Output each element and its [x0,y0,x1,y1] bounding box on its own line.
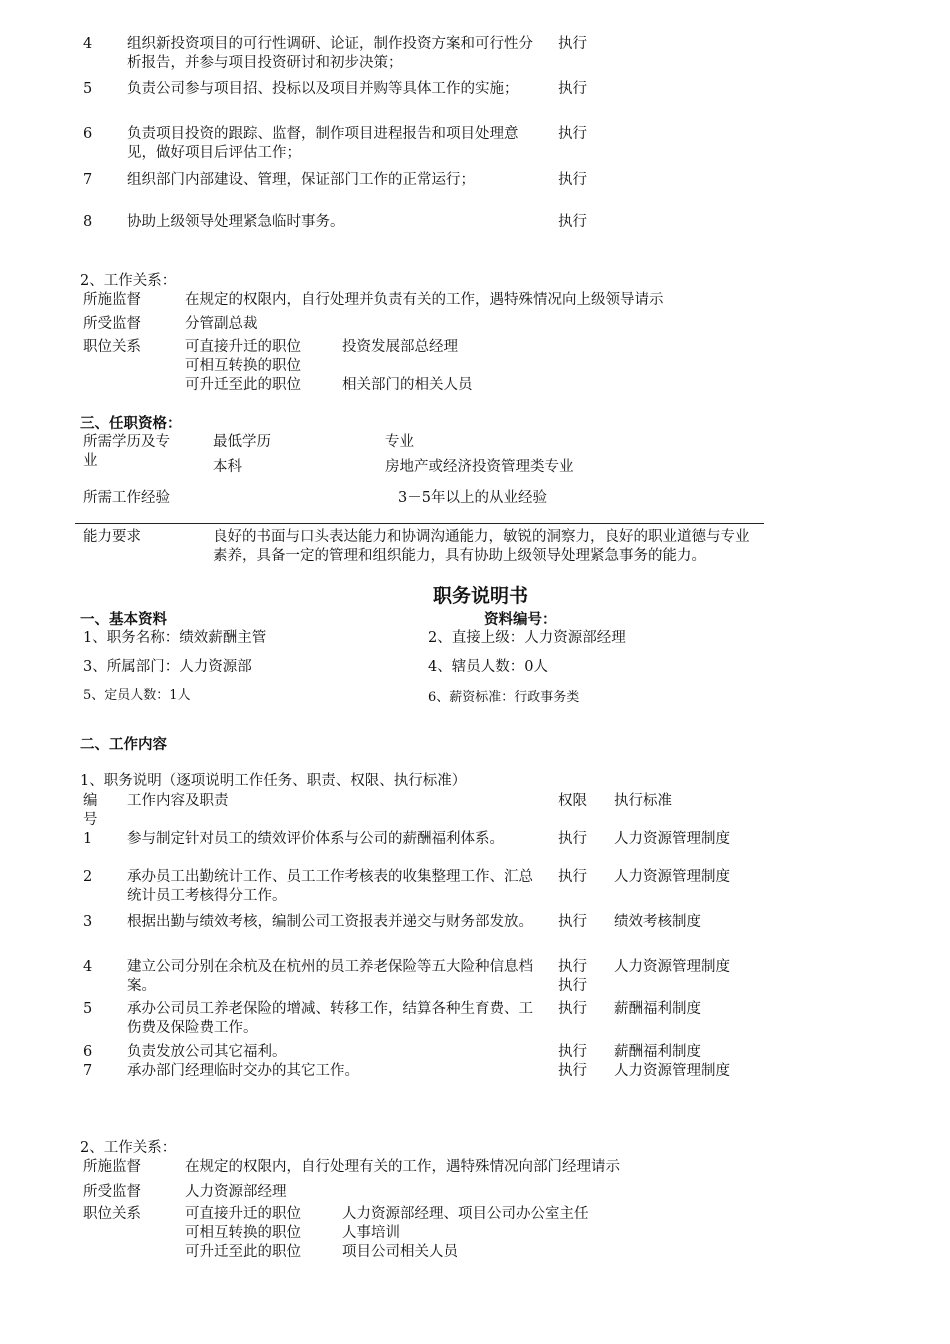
rotate-label: 可相互转换的职位 [185,1225,301,1241]
task-authority: 执行 [558,172,587,188]
from-label: 可升迁至此的职位 [185,1244,301,1260]
task-standard: 人力资源管理制度 [614,1063,730,1079]
ability-value: 良好的书面与口头表达能力和协调沟通能力，敏锐的洞察力，良好的职业道德与专业素养，具备一定的管理和组织能力，具有协助上级领导处理紧急事务的能力。 [213,529,750,564]
duty-description: 1、职务说明（逐项说明工作任务、职责、权限、执行标准） [80,773,467,789]
task-description: 建立公司分别在余杭及在杭州的员工养老保险等五大险种信息档案。 [127,959,533,994]
task-number: 7 [83,1063,93,1079]
task-description: 承办部门经理临时交办的其它工作。 [127,1063,359,1079]
column-header-content: 工作内容及职责 [127,793,229,809]
education-label: 所需学历及专业 [83,434,170,469]
position-label: 职位关系 [83,1206,141,1222]
section-heading: 2、工作关系： [80,273,177,289]
task-standard: 薪酬福利制度 [614,1044,701,1060]
task-description: 组织新投资项目的可行性调研、论证，制作投资方案和可行性分析报告，并参与项目投资研讨和初步决策； [127,36,533,71]
from-value: 相关部门的相关人员 [342,377,473,393]
task-number: 4 [83,959,93,975]
task-number: 8 [83,214,93,230]
task-standard: 薪酬福利制度 [614,1001,701,1017]
subordinate-count: 4、辖员人数：0人 [428,659,548,675]
task-authority: 执行 [558,959,587,975]
task-description: 根据出勤与绩效考核，编制公司工资报表并递交与财务部发放。 [127,914,533,930]
task-standard: 绩效考核制度 [614,914,701,930]
major-label: 专业 [385,434,414,450]
promote-value: 投资发展部总经理 [342,339,458,355]
task-number: 6 [83,126,93,142]
promote-label: 可直接升迁的职位 [185,1206,301,1222]
task-authority: 执行 [558,1044,587,1060]
supervised-value: 分管副总裁 [185,316,258,332]
task-number: 5 [83,81,93,97]
rotate-value: 人事培训 [342,1225,400,1241]
task-number: 6 [83,1044,93,1060]
task-authority: 执行 [558,81,587,97]
supervised-label: 所受监督 [83,316,141,332]
task-authority: 执行 [558,869,587,885]
task-description: 协助上级领导处理紧急临时事务。 [127,214,345,230]
min-education-value: 本科 [213,459,242,475]
task-number: 3 [83,914,93,930]
from-label: 可升迁至此的职位 [185,377,301,393]
task-standard: 人力资源管理制度 [614,869,730,885]
task-authority: 执行 [558,214,587,230]
supervise-label: 所施监督 [83,292,141,308]
task-standard: 人力资源管理制度 [614,959,730,975]
salary-standard: 6、薪资标准：行政事务类 [428,690,580,705]
staff-quota: 5、定员人数：1人 [83,688,191,703]
direct-superior: 2、直接上级：人力资源部经理 [428,630,626,646]
experience-label: 所需工作经验 [83,490,170,506]
supervise-value: 在规定的权限内，自行处理并负责有关的工作，遇特殊情况向上级领导请示 [185,292,664,308]
supervised-value: 人力资源部经理 [185,1184,287,1200]
job-title: 1、职务名称：绩效薪酬主管 [83,630,267,646]
column-header-authority: 权限 [558,793,587,809]
column-header-no: 编号 [83,793,98,828]
task-description: 承办员工出勤统计工作、员工工作考核表的收集整理工作、汇总统计员工考核得分工作。 [127,869,533,904]
section-heading: 2、工作关系： [80,1140,177,1156]
task-authority: 执行 [558,978,587,994]
task-number: 7 [83,172,93,188]
column-header-standard: 执行标准 [614,793,672,809]
promote-value: 人力资源部经理、项目公司办公室主任 [342,1206,589,1222]
task-authority: 执行 [558,914,587,930]
major-value: 房地产或经济投资管理类专业 [385,459,574,475]
task-number: 5 [83,1001,93,1017]
task-authority: 执行 [558,1063,587,1079]
task-authority: 执行 [558,1001,587,1017]
task-number: 2 [83,869,93,885]
position-label: 职位关系 [83,339,141,355]
promote-label: 可直接升迁的职位 [185,339,301,355]
experience-value: 3－5年以上的从业经验 [398,490,547,506]
from-value: 项目公司相关人员 [342,1244,458,1260]
supervise-value: 在规定的权限内，自行处理有关的工作，遇特殊情况向部门经理请示 [185,1159,620,1175]
department: 3、所属部门：人力资源部 [83,659,252,675]
task-description: 承办公司员工养老保险的增减、转移工作，结算各种生育费、工伤费及保险费工作。 [127,1001,533,1036]
section-heading: 一、基本资料 [80,611,167,628]
task-number: 1 [83,831,93,847]
section-heading: 二、工作内容 [80,736,167,753]
task-description: 负责公司参与项目招、投标以及项目并购等具体工作的实施； [127,81,519,97]
supervised-label: 所受监督 [83,1184,141,1200]
task-standard: 人力资源管理制度 [614,831,730,847]
task-authority: 执行 [558,36,587,52]
task-authority: 执行 [558,126,587,142]
doc-number-label: 资料编号： [484,611,557,628]
task-authority: 执行 [558,831,587,847]
section-heading: 三、任职资格： [80,415,182,432]
task-description: 组织部门内部建设、管理，保证部门工作的正常运行； [127,172,475,188]
table-divider [75,523,764,524]
document-title: 职务说明书 [433,585,529,607]
min-education-label: 最低学历 [213,434,271,450]
supervise-label: 所施监督 [83,1159,141,1175]
ability-label: 能力要求 [83,529,141,545]
task-number: 4 [83,36,93,52]
task-description: 参与制定针对员工的绩效评价体系与公司的薪酬福利体系。 [127,831,504,847]
rotate-label: 可相互转换的职位 [185,358,301,374]
task-description: 负责项目投资的跟踪、监督，制作项目进程报告和项目处理意见，做好项目后评估工作； [127,126,519,161]
task-description: 负责发放公司其它福利。 [127,1044,287,1060]
